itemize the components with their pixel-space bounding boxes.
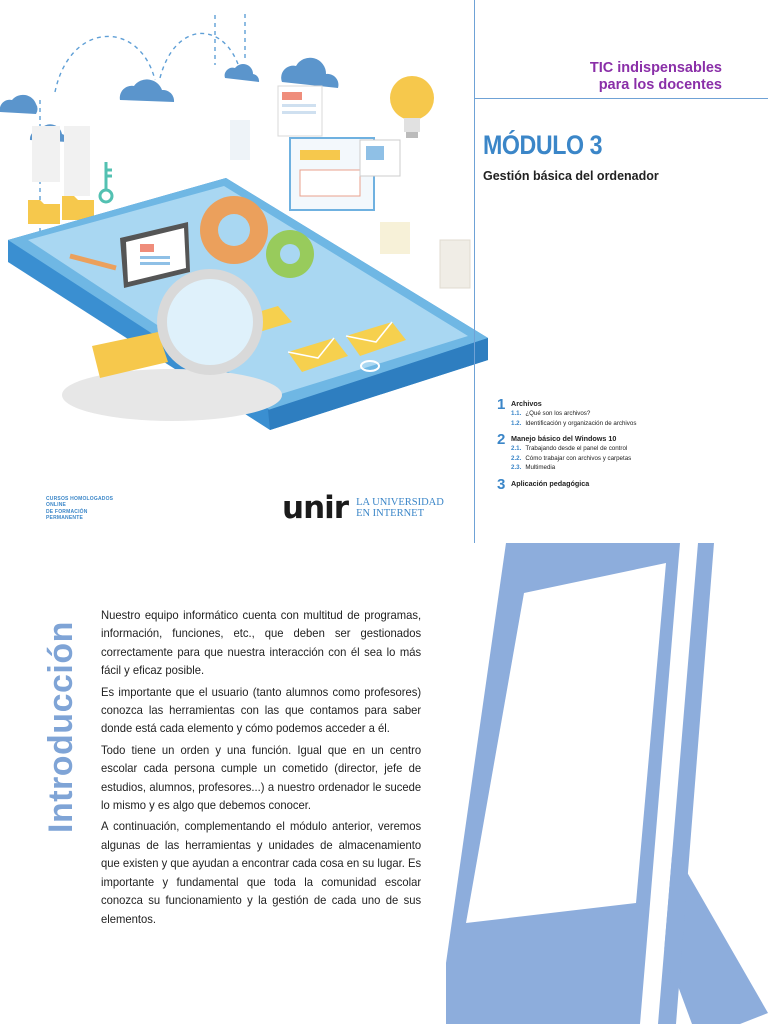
toc-subsection-title: Identificación y organización de archivos (525, 419, 637, 427)
toc-subsection-number: 2.2. (511, 454, 522, 462)
horizontal-divider (475, 98, 768, 99)
logo-wordmark: unir (282, 490, 349, 526)
gear-icon (200, 196, 268, 264)
module-title: MÓDULO 3 (483, 130, 603, 160)
toc-section-number: 2 (497, 431, 506, 448)
course-meta-line: ONLINE (46, 502, 67, 509)
toc-subsection (511, 463, 757, 473)
gear-icon (266, 230, 314, 278)
toc-subsection (511, 444, 757, 454)
intro-paragraph: Es importante que el usuario (tanto alumnos como profesores) conozca las herramientas con las que contamos para saber donde está cada elemento y cómo podemos acceder a él. (101, 685, 422, 736)
unir-logo (282, 490, 444, 526)
toc-subsection-number: 1.2. (511, 419, 522, 427)
cloud-icon (120, 79, 174, 102)
course-meta-line: PERMANENTE (46, 514, 84, 521)
course-meta-line: DE FORMACIÓN (46, 508, 88, 515)
toc-subsection-number: 2.3. (511, 464, 522, 471)
toc-subsection-title: Multimedia (525, 464, 556, 471)
folder-icon (62, 196, 94, 220)
toc-subsection-title: Trabajando desde el panel de control (525, 445, 628, 452)
key-icon (100, 162, 112, 202)
intro-paragraph: A continuación, complementando el módulo anterior, veremos algunas de las herramientas y unidades de almacenamiento que existen y que ayudan a encontrar cada cosa en su lugar. Es importante y fundamental que toda la comunidad escolar conozca su funcionamiento y la gestión de cada uno de sus elementos. (101, 820, 422, 926)
toc-subsection-title: ¿Qué son los archivos? (525, 410, 591, 417)
toc-subsection-number: 2.1. (511, 445, 522, 452)
toc-subsection (511, 454, 757, 464)
cloud-icon (281, 58, 338, 88)
lightbulb-icon (390, 76, 434, 138)
toc-section (497, 398, 757, 428)
toc-subsection-title: Cómo trabajar con archivos y carpetas (525, 454, 632, 462)
toc-subsection-number: 1.1. (511, 410, 522, 417)
intro-body (101, 607, 431, 932)
intro-page (0, 543, 768, 1024)
course-meta (46, 496, 113, 521)
course-meta-line: CURSOS HOMOLOGADOS (46, 496, 114, 502)
logo-tagline-line2: EN INTERNET (356, 508, 425, 519)
toc-section-title: Archivos (511, 399, 542, 408)
module-subtitle: Gestión básica del ordenador (483, 169, 659, 183)
intro-paragraph: Nuestro equipo informático cuenta con multitud de programas, información, funciones, etc., que deben ser gestionados correctamente para que nuestra interacción con él sea lo más fácil y eficaz posible. (101, 609, 422, 678)
toc-section-title: Aplicación pedagógica (511, 478, 590, 488)
toc-section-number: 3 (497, 475, 506, 493)
toc-section-title: Manejo básico del Windows 10 (511, 434, 617, 443)
toc-section-number: 1 (497, 396, 506, 413)
cloud-icon (0, 95, 38, 114)
cloud-icon (225, 64, 259, 82)
toc-subsection (511, 419, 757, 429)
logo-tagline (356, 497, 444, 520)
intro-paragraph: Todo tiene un orden y una función. Igual que en un centro escolar cada persona cumple un cometido (director, jefe de estudios, alumnos, profesores...) a nuestro ordenador le sucede lo mismo y es algo que debemos conocer. (101, 743, 422, 813)
toc-subsection (511, 409, 757, 419)
section-heading: Introducción (42, 621, 80, 833)
logo-tagline-line1: LA UNIVERSIDAD (356, 496, 444, 508)
folder-icon (28, 200, 60, 224)
course-title-line1: TIC indispensables (589, 60, 722, 76)
course-title (462, 60, 722, 94)
tablet-icon (440, 543, 768, 1024)
table-of-contents (497, 398, 757, 497)
toc-section (497, 475, 757, 493)
toc-section (497, 433, 757, 473)
course-title-line2: para los docentes (598, 77, 722, 93)
cover-illustration (0, 0, 492, 450)
